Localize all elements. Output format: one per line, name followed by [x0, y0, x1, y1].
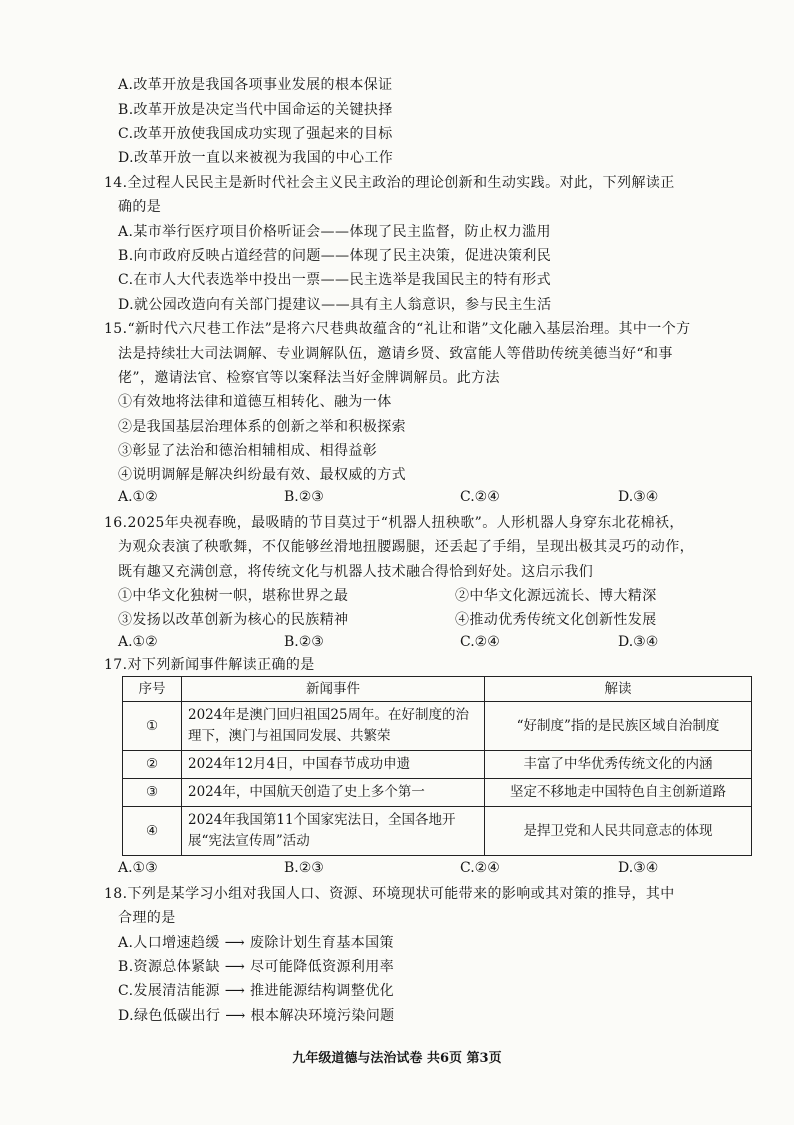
row-explain: “好制度”指的是民族区域自治制度	[485, 702, 752, 751]
q18-option-d: D.绿色低碳出行 ⟶ 根本解决环境污染问题	[118, 1008, 395, 1024]
q15-stem-line3: 佬”，邀请法官、检察官等以案释法当好金牌调解员。此方法	[118, 370, 500, 386]
q16-item-3: ③发扬以改革创新为核心的民族精神	[118, 612, 349, 628]
row-event: 2024年，中国航天创造了史上多个第一	[182, 779, 485, 807]
q13-option-a: A.改革开放是我国各项事业发展的根本保证	[118, 77, 393, 93]
row-explain: 丰富了中华优秀传统文化的内涵	[485, 751, 752, 779]
row-explain: 是捍卫党和人民共同意志的体现	[485, 807, 752, 856]
q14-option-b: B.向市政府反映占道经营的问题——体现了民主决策，促进决策利民	[118, 248, 552, 264]
q18-option-b: B.资源总体紧缺 ⟶ 尽可能降低资源利用率	[118, 959, 395, 975]
page-footer: 九年级道德与法治试卷 共6页 第3页	[292, 1051, 502, 1066]
q15-choice-b: B.②③	[284, 489, 324, 505]
q16-choice-a: A.①②	[118, 634, 158, 650]
q15-choice-d: D.③④	[618, 489, 659, 505]
q16-stem-line1: 16.2025年央视春晚，最吸睛的节目莫过于“机器人扭秧歌”。人形机器人身穿东北花棉袄，	[104, 515, 684, 531]
row-no: ④	[123, 807, 182, 856]
q15-stem-line2: 法是持续壮大司法调解、专业调解队伍，邀请乡贤、致富能人等借助传统美德当好“和事	[118, 346, 673, 362]
q15-item-1: ①有效地将法律和道德互相转化、融为一体	[118, 394, 392, 410]
q16-stem-line3: 既有趣又充满创意，将传统文化与机器人技术融合得恰到好处。这启示我们	[118, 564, 594, 580]
q16-item-2: ②中华文化源远流长、博大精深	[455, 588, 657, 604]
q15-choice-a: A.①②	[118, 489, 158, 505]
q15-item-4: ④说明调解是解决纠纷最有效、最权威的方式	[118, 467, 406, 483]
q14-option-d: D.就公园改造向有关部门提建议——具有主人翁意识，参与民主生活	[118, 297, 552, 313]
q15-item-3: ③彰显了法治和德治相辅相成、相得益彰	[118, 443, 378, 459]
q16-choice-d: D.③④	[618, 634, 659, 650]
q13-option-b: B.改革开放是决定当代中国命运的关键抉择	[118, 102, 393, 118]
q17-choice-b: B.②③	[284, 860, 324, 876]
col-header-explain: 解读	[485, 677, 752, 702]
q14-stem-line2: 确的是	[118, 199, 162, 215]
q14-option-a: A.某市举行医疗项目价格听证会——体现了民主监督，防止权力滥用	[118, 224, 551, 240]
news-table	[122, 676, 752, 856]
row-event: 2024年我国第11个国家宪法日，全国各地开展“宪法宣传周”活动	[182, 807, 485, 856]
q16-stem-line2: 为观众表演了秧歌舞，不仅能够丝滑地扭腰踢腿，还丢起了手绢，呈现出极其灵巧的动作，	[118, 539, 694, 555]
col-header-event: 新闻事件	[182, 677, 485, 702]
row-no: ①	[123, 702, 182, 751]
q18-stem-line2: 合理的是	[118, 910, 176, 926]
q16-choice-b: B.②③	[284, 634, 324, 650]
q16-item-1: ①中华文化独树一帜，堪称世界之最	[118, 588, 349, 604]
col-header-no: 序号	[123, 677, 182, 702]
row-no: ②	[123, 751, 182, 779]
q15-item-2: ②是我国基层治理体系的创新之举和积极探索	[118, 419, 406, 435]
q17-choice-c: C.②④	[460, 860, 500, 876]
q13-option-c: C.改革开放使我国成功实现了强起来的目标	[118, 126, 393, 142]
row-event: 2024年是澳门回归祖国25周年。在好制度的治理下，澳门与祖国同发展、共繁荣	[182, 702, 485, 751]
table-row	[123, 751, 752, 779]
row-explain: 坚定不移地走中国特色自主创新道路	[485, 779, 752, 807]
q18-stem-line1: 18.下列是某学习小组对我国人口、资源、环境现状可能带来的影响或其对策的推导，其中	[104, 886, 675, 902]
table-row	[123, 779, 752, 807]
q16-choice-c: C.②④	[460, 634, 500, 650]
q15-stem-line1: 15.“新时代六尺巷工作法”是将六尺巷典故蕴含的“礼让和谐”文化融入基层治理。其中一个方	[104, 321, 691, 337]
q14-option-c: C.在市人大代表选举中投出一票——民主选举是我国民主的特有形式	[118, 272, 552, 288]
q16-item-4: ④推动优秀传统文化创新性发展	[455, 612, 657, 628]
row-no: ③	[123, 779, 182, 807]
row-event: 2024年12月4日，中国春节成功申遗	[182, 751, 485, 779]
q17-stem: 17.对下列新闻事件解读正确的是	[104, 657, 315, 673]
q18-option-a: A.人口增速趋缓 ⟶ 废除计划生育基本国策	[118, 935, 394, 951]
news-table-header	[123, 677, 752, 702]
q14-stem-line1: 14.全过程人民民主是新时代社会主义民主政治的理论创新和生动实践。对此，下列解读正	[104, 175, 675, 191]
q13-option-d: D.改革开放一直以来被视为我国的中心工作	[118, 150, 394, 166]
table-row	[123, 807, 752, 856]
q15-choice-c: C.②④	[460, 489, 500, 505]
q18-option-c: C.发展清洁能源 ⟶ 推进能源结构调整优化	[118, 983, 395, 999]
q17-choice-d: D.③④	[618, 860, 659, 876]
q17-choice-a: A.①③	[118, 860, 158, 876]
table-row	[123, 702, 752, 751]
